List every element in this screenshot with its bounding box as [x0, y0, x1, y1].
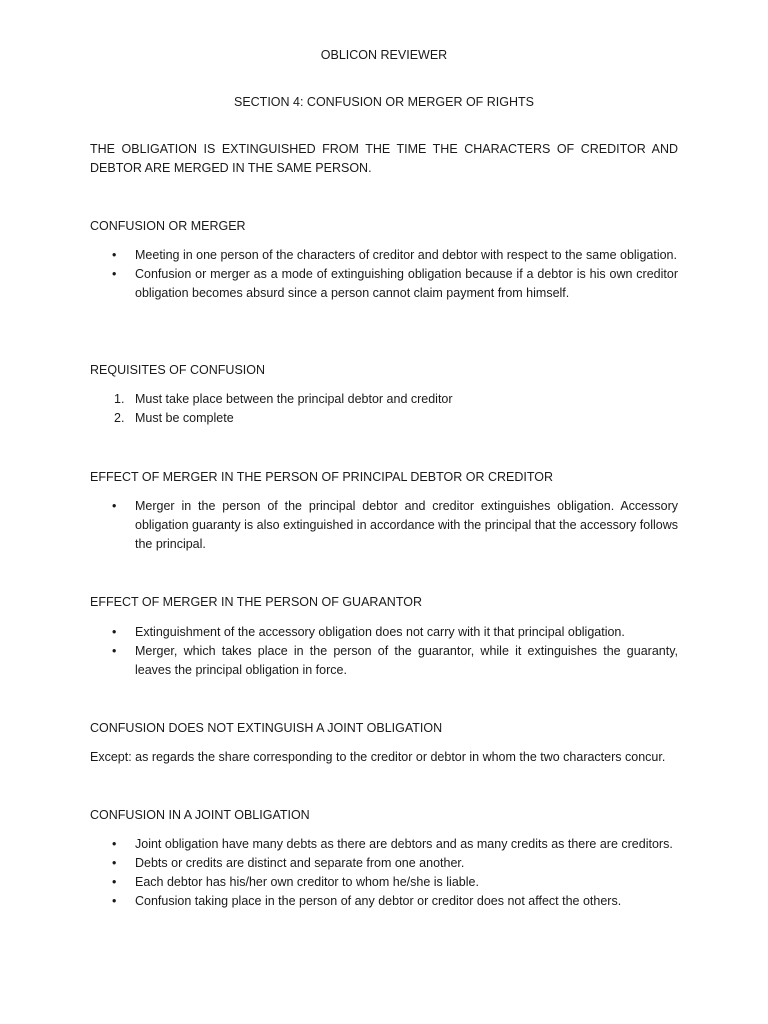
bullet-icon: • [112, 625, 117, 639]
bullet-icon: • [112, 499, 117, 513]
list-item [90, 642, 678, 680]
list-item-text: Debts or credits are distinct and separate from one another. [135, 856, 465, 870]
list-item-text: Merger, which takes place in the person of the guarantor, while it extinguishes the guaranty, leaves the principal obligation in force. [135, 644, 678, 677]
list-item-text: Must take place between the principal debtor and creditor [135, 392, 453, 406]
heading-confusion-or-merger: CONFUSION OR MERGER [90, 219, 246, 233]
heading-requisites: REQUISITES OF CONFUSION [90, 363, 266, 377]
list-item [90, 390, 678, 409]
list-effect-principal [90, 497, 678, 554]
list-item-text: Meeting in one person of the characters of creditor and debtor with respect to the same obligation. [135, 248, 677, 262]
except-paragraph: Except: as regards the share corresponding to the creditor or debtor in whom the two characters concur. [90, 750, 666, 764]
list-item-text: Each debtor has his/her own creditor to whom he/she is liable. [135, 875, 479, 889]
bullet-icon: • [112, 894, 117, 908]
list-item [90, 892, 678, 911]
heading-joint-obligation: CONFUSION IN A JOINT OBLIGATION [90, 808, 310, 822]
list-requisites [90, 390, 678, 428]
list-item [90, 835, 678, 854]
list-item [90, 409, 678, 428]
list-item [90, 497, 678, 554]
bullet-icon: • [112, 644, 117, 658]
list-item-text: Must be complete [135, 411, 234, 425]
bullet-icon: • [112, 248, 117, 262]
bullet-icon: • [112, 856, 117, 870]
bullet-icon: • [112, 875, 117, 889]
section-title: SECTION 4: CONFUSION OR MERGER OF RIGHTS [233, 95, 535, 109]
list-number: 1. [114, 392, 125, 406]
list-effect-guarantor [90, 623, 678, 680]
list-item [90, 246, 678, 265]
document-title: OBLICON REVIEWER [320, 48, 448, 62]
bullet-icon: • [112, 267, 117, 281]
list-item-text: Extinguishment of the accessory obligation does not carry with it that principal obligation. [135, 625, 625, 639]
list-joint-obligation [90, 835, 678, 911]
heading-effect-principal: EFFECT OF MERGER IN THE PERSON OF PRINCIPAL DEBTOR OR CREDITOR [90, 470, 554, 484]
list-item-text: Joint obligation have many debts as there are debtors and as many credits as there are creditors. [135, 837, 673, 851]
list-item-text: Merger in the person of the principal debtor and creditor extinguishes obligation. Accessory obligation guaranty is also extinguished in accordance with the principal that the accessory follows the principal. [135, 499, 678, 551]
list-item [90, 623, 678, 642]
heading-joint-not-extinguish: CONFUSION DOES NOT EXTINGUISH A JOINT OBLIGATION [90, 721, 443, 735]
intro-paragraph: THE OBLIGATION IS EXTINGUISHED FROM THE TIME THE CHARACTERS OF CREDITOR AND DEBTOR ARE MERGED IN THE SAME PERSON. [90, 142, 678, 175]
list-item [90, 265, 678, 303]
list-confusion-or-merger [90, 246, 678, 303]
heading-effect-guarantor: EFFECT OF MERGER IN THE PERSON OF GUARANTOR [90, 595, 422, 609]
bullet-icon: • [112, 837, 117, 851]
list-item [90, 854, 678, 873]
list-item-text: Confusion taking place in the person of any debtor or creditor does not affect the others. [135, 894, 622, 908]
list-item-text: Confusion or merger as a mode of extinguishing obligation because if a debtor is his own creditor obligation becomes absurd since a person cannot claim payment from himself. [135, 267, 678, 300]
list-item [90, 873, 678, 892]
list-number: 2. [114, 411, 125, 425]
